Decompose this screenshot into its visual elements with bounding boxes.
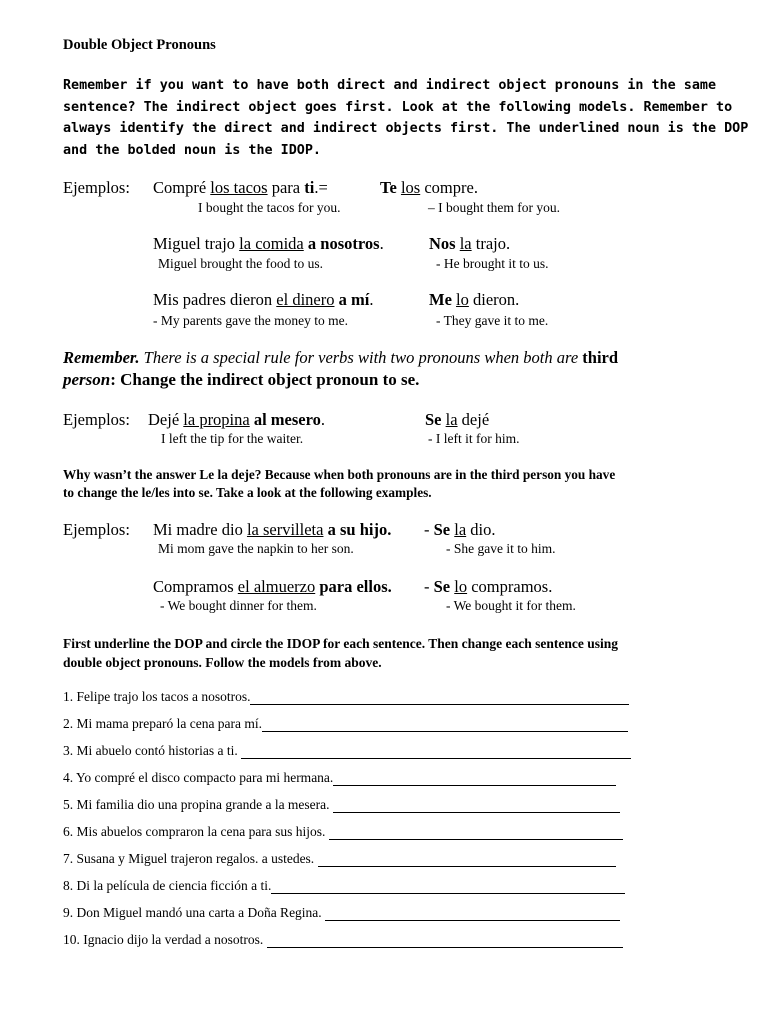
idop: a su hijo. [327,520,392,539]
dop: la comida [239,234,304,253]
answer-blank[interactable] [333,798,620,813]
model-sentence: Compramos el almuerzo para ellos. [153,577,392,596]
answer-blank[interactable] [271,879,625,894]
model-sentence: Mi madre dio la servilleta a su hijo. [153,520,392,539]
model-translation: - My parents gave the money to me. [153,313,348,328]
exercise-item [63,797,620,817]
dop: la propina [183,410,250,429]
instructions-line: First underline the DOP and circle the IDOP for each sentence. Then change each sentence using [63,636,618,651]
model-translation: Miguel brought the food to us. [158,256,323,271]
answer-translation: - We bought it for them. [446,598,576,613]
answer-translation: - She gave it to him. [446,541,556,556]
exercise-item [63,689,629,709]
model-translation: I bought the tacos for you. [198,200,341,215]
exercise-item [63,716,628,736]
idop: para ellos. [319,577,392,596]
exercise-item [63,932,623,952]
answer-blank[interactable] [325,906,620,921]
dop: el dinero [276,290,335,309]
answer-blank[interactable] [329,825,623,840]
model-translation: Mi mom gave the napkin to her son. [158,541,354,556]
explanation-note [63,466,615,502]
model-sentence: Compré los tacos para ti.= [153,178,328,197]
intro-paragraph [63,75,749,161]
answer-translation: - They gave it to me. [436,313,549,328]
exercise-item [63,851,616,871]
answer-blank[interactable] [318,852,616,867]
dop: los tacos [210,178,268,197]
answer-translation: - I left it for him. [428,431,520,446]
exercise-item [63,905,620,925]
model-answer: - Se lo compramos. [424,577,553,596]
idop: a nosotros [307,234,380,253]
answer-blank[interactable] [241,744,631,759]
dop: el almuerzo [237,577,316,596]
exercise-text: 10. Ignacio dijo la verdad a nosotros. [63,932,267,947]
instructions-line: double object pronouns. Follow the models from above. [63,655,382,670]
page-title: Double Object Pronouns [63,37,216,53]
model-sentence: Dejé la propina al mesero. [148,410,326,429]
exercise-item [63,878,625,898]
exercise-text: 9. Don Miguel mandó una carta a Doña Regina. [63,905,326,920]
note-line: Why wasn’t the answer Le la deje? Because when both pronouns are in the third person you have [63,467,616,482]
model-sentence: Mis padres dieron el dinero a mí. [153,290,374,309]
idop: a mí [338,290,370,309]
intro-line: Remember if you want to have both direct and indirect object pronouns in the same [63,78,717,93]
ejemplos-label: Ejemplos: [63,410,130,429]
answer-blank[interactable] [267,933,623,948]
answer-blank[interactable] [250,690,629,705]
exercise-text: 8. Di la película de ciencia ficción a ti. [63,878,272,893]
ejemplos-label: Ejemplos: [63,520,130,539]
exercise-item [63,770,616,790]
intro-line: and the bolded noun is the IDOP. [63,142,321,158]
rule-line-2: person: Change the indirect object pronoun to se. [63,370,420,389]
special-rule [63,347,618,391]
note-line: to change the le/les into se. Take a look at the following examples. [63,485,432,500]
model-answer: Me lo dieron. [429,290,520,309]
exercise-item [63,824,623,844]
exercise-text: 4. Yo compré el disco compacto para mi hermana. [63,770,334,785]
intro-line: always identify the direct and indirect objects first. The underlined noun is the DOP [63,121,749,136]
answer-blank[interactable] [262,717,628,732]
exercise-text: 2. Mi mama preparó la cena para mí. [63,716,263,731]
answer-translation: - He brought it to us. [436,256,549,271]
model-sentence: Miguel trajo la comida a nosotros. [153,234,384,253]
exercise-text: 5. Mi familia dio una propina grande a la mesera. [63,797,333,812]
model-translation: - We bought dinner for them. [160,598,317,613]
exercise-item [63,743,631,763]
intro-line: sentence? The indirect object goes first. Look at the following models. Remember to [63,99,733,115]
dop: la servilleta [246,520,324,539]
exercise-text: 7. Susana y Miguel trajeron regalos. a ustedes. [63,851,318,866]
idop: ti [304,178,315,197]
answer-blank[interactable] [333,771,616,786]
answer-translation: – I bought them for you. [428,200,560,215]
idop: al mesero [253,410,321,429]
exercise-text: 6. Mis abuelos compraron la cena para sus hijos. [63,824,329,839]
ejemplos-label: Ejemplos: [63,178,130,197]
model-answer: Te los compre. [380,178,478,197]
exercise-text: 3. Mi abuelo contó historias a ti. [63,743,242,758]
instructions [63,634,618,672]
model-translation: I left the tip for the waiter. [161,431,304,446]
model-answer: - Se la dio. [424,520,496,539]
model-answer: Nos la trajo. [429,234,511,253]
rule-line-1: Remember. There is a special rule for verbs with two pronouns when both are third [63,348,619,367]
model-answer: Se la dejé [425,410,490,429]
exercise-text: 1. Felipe trajo los tacos a nosotros. [63,689,251,704]
